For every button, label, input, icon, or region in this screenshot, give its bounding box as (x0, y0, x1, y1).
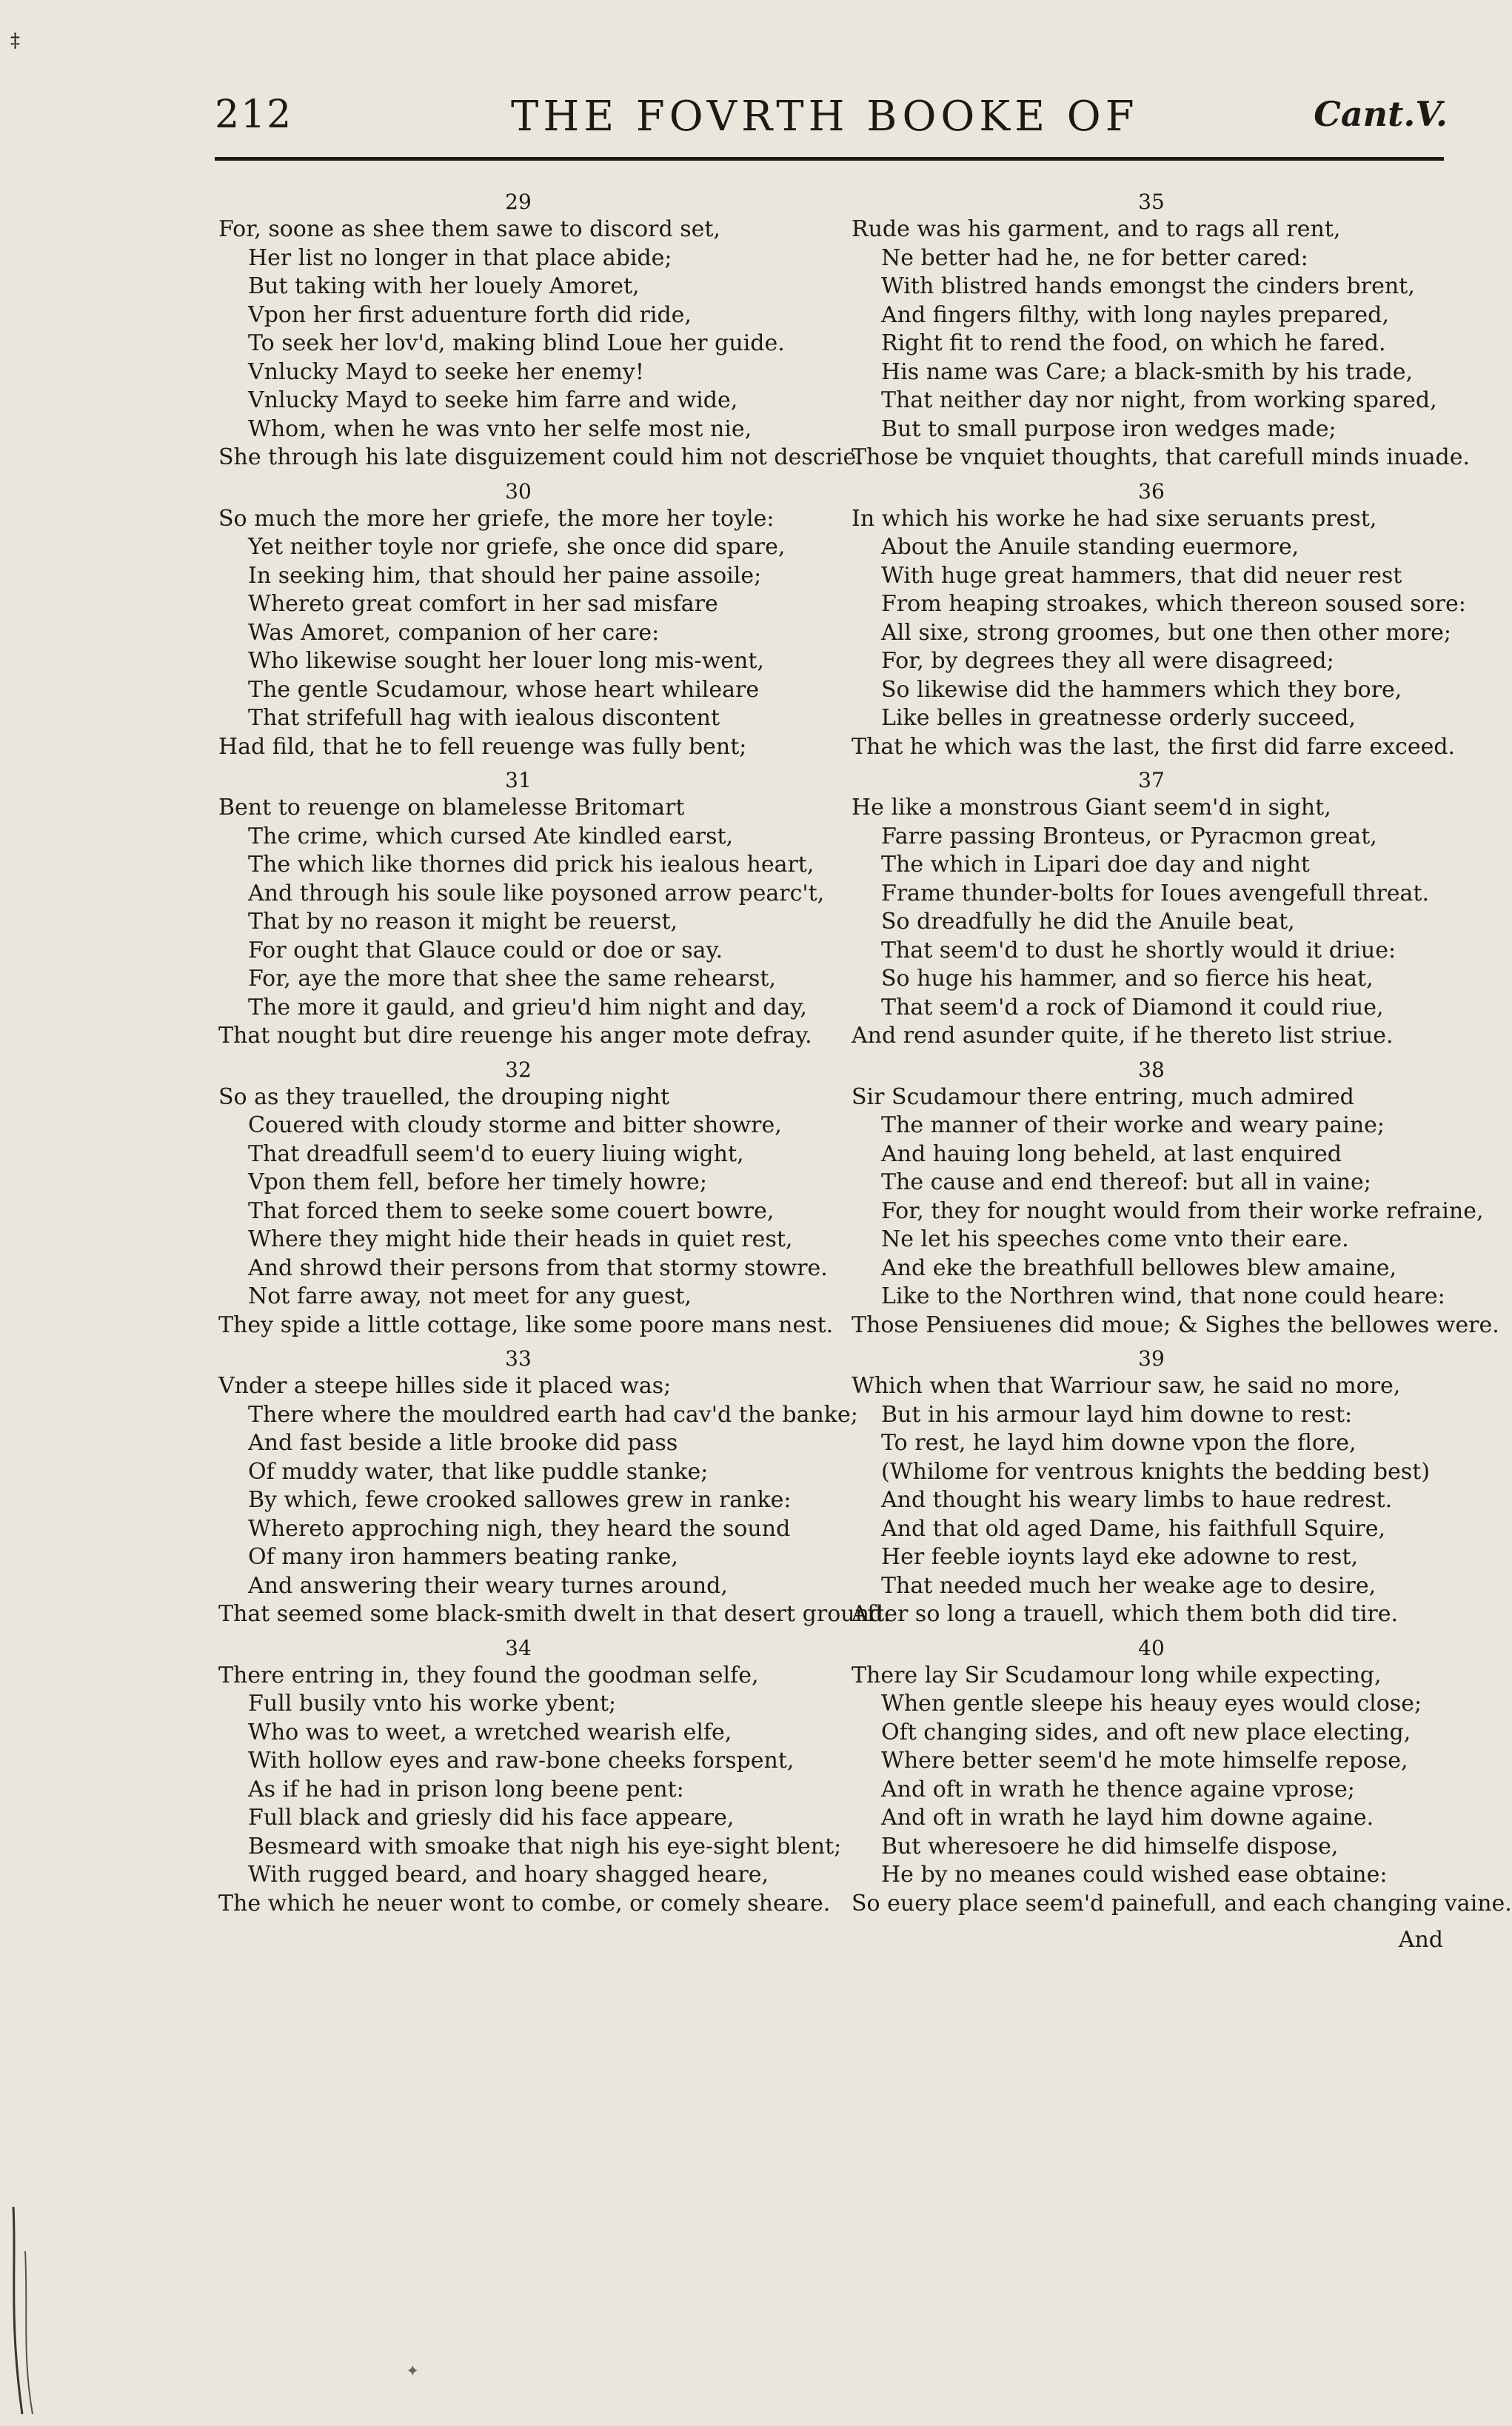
stanza-number: 34 (505, 1635, 532, 1660)
stanza-number: 29 (505, 190, 532, 214)
verse-line: Like belles in greatnesse orderly succeed, (881, 705, 1357, 731)
stanza-number: 36 (1138, 478, 1165, 504)
page-number: 212 (215, 93, 293, 137)
verse-line: But to small purpose iron wedges made; (881, 415, 1337, 442)
verse-line: That seem'd a rock of Diamond it could riue, (881, 994, 1384, 1020)
verse-line: That seemed some black-smith dwelt in that desert ground. (218, 1601, 891, 1627)
verse-line: Those be vnquiet thoughts, that carefull minds inuade. (852, 444, 1471, 470)
verse-line: Whereto approching nigh, they heard the sound (248, 1515, 791, 1542)
verse-line: Couered with cloudy storme and bitter showre, (248, 1112, 782, 1138)
verse-line: That seem'd to dust he shortly would it driue: (881, 937, 1396, 963)
stanza (218, 1057, 834, 1340)
stanza (218, 1346, 891, 1629)
verse-line: The cause and end thereof: but all in vaine; (881, 1169, 1371, 1195)
verse-line: And answering their weary turnes around, (248, 1572, 728, 1599)
verse-line: For, they for nought would from their worke refraine, (881, 1197, 1484, 1224)
verse-line: Rude was his garment, and to rags all rent, (852, 216, 1341, 242)
verse-line: So much the more her griefe, the more her toyle: (218, 505, 775, 532)
verse-line: Vnlucky Mayd to seeke him farre and wide, (248, 387, 738, 413)
verse-line: There lay Sir Scudamour long while expecting, (852, 1662, 1382, 1688)
verse-line: The which he neuer wont to combe, or comely sheare. (218, 1890, 831, 1917)
verse-line: Ne let his speeches come vnto their eare. (881, 1226, 1349, 1252)
stanza (852, 1635, 1512, 1919)
verse-line: But wheresoere he did himselfe dispose, (881, 1833, 1339, 1859)
verse-line: But in his armour layd him downe to rest: (881, 1401, 1353, 1428)
verse-line: That forced them to seeke some couert bowre, (248, 1197, 775, 1224)
stanza-number: 33 (505, 1346, 532, 1371)
verse-line: Farre passing Bronteus, or Pyracmon great, (881, 823, 1377, 849)
verse-line: So as they trauelled, the drouping night (218, 1083, 670, 1110)
verse-line: The manner of their worke and weary paine; (881, 1112, 1385, 1138)
verse-line: As if he had in prison long beene pent: (248, 1776, 684, 1802)
stanza (852, 1346, 1451, 1629)
verse-line: Ne better had he, ne for better cared: (881, 244, 1308, 271)
stanza-number: 30 (505, 478, 532, 504)
verse-line: Full busily vnto his worke ybent; (248, 1691, 617, 1717)
verse-line: Besmeard with smoake that nigh his eye-sight blent; (248, 1833, 842, 1859)
verse-line: For, soone as shee them sawe to discord set, (218, 216, 720, 242)
stanza (852, 478, 1466, 762)
verse-line: For, by degrees they all were disagreed; (881, 648, 1334, 674)
verse-line: Like to the Northren wind, that none could heare: (881, 1283, 1445, 1309)
verse-line: The crime, which cursed Ate kindled earst, (248, 823, 734, 849)
verse-line: To rest, he layd him downe vpon the flore, (881, 1430, 1357, 1456)
verse-line: And that old aged Dame, his faithfull Squire, (881, 1515, 1386, 1542)
stanza-number: 38 (1138, 1057, 1165, 1082)
page-ornament: ✦ (406, 2362, 420, 2381)
stanza (218, 767, 825, 1051)
stanza (852, 767, 1451, 1051)
canto-label: Cant.V. (1314, 94, 1448, 134)
verse-line: Whereto great comfort in her sad misfare (248, 591, 718, 617)
printer-mark: ‡ (10, 30, 20, 52)
verse-line: That dreadfull seem'd to euery liuing wight, (248, 1140, 744, 1167)
verse-line: With huge great hammers, that did neuer rest (881, 562, 1402, 589)
verse-line: But taking with her louely Amoret, (248, 273, 640, 299)
verse-line: Oft changing sides, and oft new place electing, (881, 1719, 1411, 1745)
verse-line: The which in Lipari doe day and night (881, 852, 1310, 878)
verse-line: Sir Scudamour there entring, much admired (852, 1083, 1354, 1110)
verse-line: After so long a trauell, which them both did tire. (852, 1601, 1399, 1627)
stanza (218, 189, 863, 472)
verse-line: That by no reason it might be reuerst, (248, 909, 678, 935)
left-column (218, 189, 891, 1924)
margin-stain (6, 2207, 36, 2414)
verse-line: That he which was the last, the first did farre exceed. (852, 733, 1456, 760)
verse-line: She through his late disguizement could him not descrie. (218, 444, 863, 470)
stanza (218, 1635, 842, 1919)
verse-line: About the Anuile standing euermore, (881, 534, 1299, 560)
verse-line: And oft in wrath he layd him downe againe. (881, 1805, 1374, 1831)
verse-line: Was Amoret, companion of her care: (248, 619, 660, 646)
verse-line: With blistred hands emongst the cinders brent, (881, 273, 1415, 299)
verse-line: In seeking him, that should her paine assoile; (248, 562, 762, 589)
verse-line: For, aye the more that shee the same rehearst, (248, 966, 776, 992)
verse-line: And hauing long beheld, at last enquired (881, 1140, 1342, 1167)
verse-line: And eke the breathfull bellowes blew amaine, (881, 1254, 1397, 1281)
stanza-number: 37 (1138, 768, 1165, 792)
running-title: THE FOVRTH BOOKE OF (511, 93, 1139, 141)
verse-line: So huge his hammer, and so fierce his heat, (881, 966, 1374, 992)
stanza (218, 478, 818, 762)
verse-line: And thought his weary limbs to haue redrest. (881, 1487, 1393, 1513)
verse-line: And shrowd their persons from that stormy stowre. (248, 1254, 828, 1281)
right-column (852, 189, 1512, 1924)
verse-line: Had fild, that he to fell reuenge was fully bent; (218, 733, 747, 760)
verse-line: And through his soule like poysoned arrow pearc't, (248, 880, 825, 906)
verse-line: That neither day nor night, from working spared, (881, 387, 1437, 413)
verse-line: And oft in wrath he thence againe vprose; (881, 1776, 1355, 1802)
verse-line: The more it gauld, and grieu'd him night and day, (248, 994, 807, 1020)
verse-line: And fast beside a litle brooke did pass (248, 1430, 678, 1456)
verse-line: Who was to weet, a wretched wearish elfe, (248, 1719, 732, 1745)
verse-line: All sixe, strong groomes, but one then other more; (881, 619, 1451, 646)
verse-line: He like a monstrous Giant seem'd in sight, (852, 795, 1331, 821)
verse-line: With rugged beard, and hoary shagged heare, (248, 1862, 769, 1888)
verse-line: So euery place seem'd painefull, and each changing vaine. (852, 1890, 1512, 1917)
verse-line: When gentle sleepe his heauy eyes would close; (881, 1691, 1422, 1717)
verse-line: Which when that Warriour saw, he said no more, (852, 1373, 1401, 1399)
verse-line: So likewise did the hammers which they bore, (881, 676, 1402, 703)
stanza-number: 32 (505, 1057, 532, 1082)
verse-line: Of muddy water, that like puddle stanke; (248, 1458, 709, 1485)
verse-line: The gentle Scudamour, whose heart whileare (248, 676, 760, 703)
verse-line: Vpon them fell, before her timely howre; (248, 1169, 707, 1195)
verse-line: And fingers filthy, with long nayles prepared, (881, 301, 1389, 328)
verse-line: In which his worke he had sixe seruants prest, (852, 505, 1377, 532)
verse-line: Not farre away, not meet for any guest, (248, 1283, 692, 1309)
verse-line: That needed much her weake age to desire, (881, 1572, 1376, 1599)
stanza-number: 39 (1138, 1346, 1165, 1371)
stanza (852, 1057, 1499, 1340)
verse-line: Full black and griesly did his face appeare, (248, 1805, 735, 1831)
verse-line: Of many iron hammers beating ranke, (248, 1544, 678, 1570)
verse-line: So dreadfully he did the Anuile beat, (881, 909, 1295, 935)
header-rule (215, 157, 1444, 161)
verse-line: With hollow eyes and raw-bone cheeks forspent, (248, 1748, 795, 1774)
stanza-number: 35 (1138, 190, 1165, 214)
verse-line: The which like thornes did prick his iealous heart, (248, 852, 814, 878)
running-header (215, 93, 1448, 152)
verse-line: Right fit to rend the food, on which he fared. (881, 330, 1386, 356)
verse-line: Vpon her first aduenture forth did ride, (248, 301, 692, 328)
stanza-number: 31 (505, 768, 532, 792)
verse-line: Who likewise sought her louer long mis-went, (248, 648, 764, 674)
verse-line: Yet neither toyle nor griefe, she once did spare, (248, 534, 786, 560)
verse-line: Those Pensiuenes did moue; & Sighes the bellowes were. (852, 1311, 1499, 1338)
verse-line: There where the mouldred earth had cav'd the banke; (248, 1401, 858, 1428)
verse-line: Where they might hide their heads in quiet rest, (248, 1226, 793, 1252)
verse-line: Where better seem'd he mote himselfe repose, (881, 1748, 1408, 1774)
catchword: And (1398, 1927, 1443, 1953)
verse-line: That nought but dire reuenge his anger mote defray. (218, 1023, 812, 1049)
verse-line: He by no meanes could wished ease obtaine: (881, 1862, 1388, 1888)
verse-line: And rend asunder quite, if he thereto list striue. (852, 1023, 1394, 1049)
verse-line: Vnlucky Mayd to seeke her enemy! (248, 358, 644, 385)
verse-line: They spide a little cottage, like some poore mans nest. (218, 1311, 834, 1338)
stanza (852, 189, 1471, 472)
verse-line: Vnder a steepe hilles side it placed was; (218, 1373, 672, 1399)
verse-line: To seek her lov'd, making blind Loue her guide. (248, 330, 785, 356)
verse-line: There entring in, they found the goodman selfe, (218, 1662, 759, 1688)
verse-line: Her list no longer in that place abide; (248, 244, 672, 271)
verse-line: That strifefull hag with iealous discontent (248, 705, 720, 731)
verse-line: Her feeble ioynts layd eke adowne to rest, (881, 1544, 1358, 1570)
verse-line: For ought that Glauce could or doe or say. (248, 937, 723, 963)
verse-line: Bent to reuenge on blamelesse Britomart (218, 795, 685, 821)
verse-line: His name was Care; a black-smith by his trade, (881, 358, 1414, 385)
verse-line: By which, fewe crooked sallowes grew in ranke: (248, 1487, 792, 1513)
verse-line: (Whilome for ventrous knights the bedding best) (881, 1458, 1431, 1485)
verse-line: Whom, when he was vnto her selfe most nie, (248, 415, 752, 442)
verse-line: From heaping stroakes, which thereon soused sore: (881, 591, 1466, 617)
stanza-number: 40 (1138, 1635, 1165, 1660)
verse-line: Frame thunder-bolts for Ioues avengefull threat. (881, 880, 1430, 906)
